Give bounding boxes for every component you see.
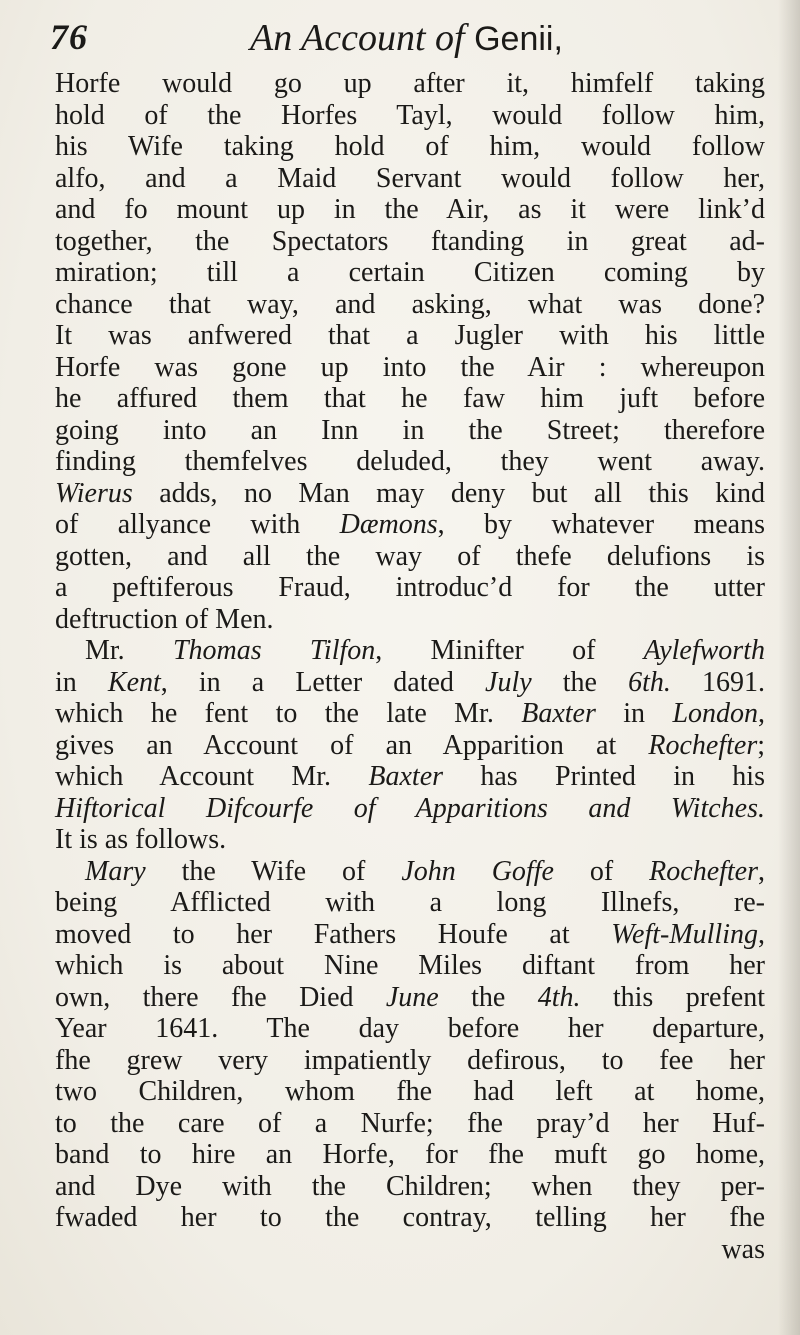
italic-text: Rochefter <box>648 729 758 761</box>
italic-text: July <box>485 666 532 698</box>
text-run: the Wife of <box>145 855 402 887</box>
text-line <box>55 1171 765 1203</box>
text-line <box>55 698 765 730</box>
text-run: fwaded her to the contray, telling her fhe <box>55 1202 765 1233</box>
text-run: together, the Spectators ftanding in great ad- <box>55 225 765 257</box>
italic-text: Thomas Tilfon <box>172 635 376 666</box>
text-line <box>55 887 765 919</box>
text-run: this prefent <box>580 981 765 1013</box>
text-run: in <box>595 698 673 729</box>
text-line <box>55 194 765 226</box>
italic-text: Hiftorical Difcourfe of Apparitions and Witches. <box>55 792 765 824</box>
italic-text: Baxter <box>521 698 596 729</box>
text-line <box>55 1139 765 1171</box>
text-line <box>55 1108 765 1140</box>
page-number: 76 <box>50 17 88 57</box>
text-run: band to hire an Horfe, for fhe muft go home, <box>55 1139 765 1170</box>
text-line <box>55 509 765 541</box>
body-text <box>55 68 765 1265</box>
italic-text: Wierus <box>55 477 133 509</box>
catchword: was <box>721 1233 765 1265</box>
text-run: the <box>438 981 538 1013</box>
text-run: ; <box>757 729 765 761</box>
text-line <box>55 793 765 825</box>
text-run: the <box>531 666 629 698</box>
text-line <box>55 383 765 415</box>
text-run: in <box>55 666 108 698</box>
text-run: has Printed in his <box>443 761 765 792</box>
text-run: , by whatever means <box>437 509 765 540</box>
text-run: which Account Mr. <box>55 761 369 792</box>
text-line <box>55 320 765 352</box>
italic-text: London <box>672 698 759 729</box>
text-run: moved to her Fathers Houfe at <box>55 918 612 950</box>
text-run: deftruction of Men. <box>55 603 274 635</box>
text-run: Mr. <box>85 635 173 666</box>
text-line <box>55 1076 765 1108</box>
text-line <box>55 68 765 100</box>
text-run: to the care of a Nurfe; fhe pray’d her Huf- <box>55 1107 765 1139</box>
text-run: Horfe would go up after it, himfelf taking <box>55 68 765 99</box>
text-run: fhe grew very impatiently defirous, to fee her <box>55 1044 765 1076</box>
text-run: being Afflicted with a long Illnefs, re- <box>55 887 765 918</box>
text-run: adds, no Man may deny but all this kind <box>132 477 765 509</box>
text-line <box>55 415 765 447</box>
italic-text: Mary <box>85 855 146 887</box>
italic-text: Weft-Mulling <box>611 918 758 950</box>
text-line <box>55 257 765 289</box>
text-line <box>55 289 765 321</box>
running-title <box>250 16 563 60</box>
text-run: 1691. <box>670 666 766 698</box>
text-line <box>55 761 765 793</box>
text-run: gotten, and all the way of thefe delufions is <box>55 540 765 572</box>
text-line <box>55 131 765 163</box>
italic-text: Dæmons <box>339 509 438 540</box>
text-line <box>55 163 765 195</box>
text-line <box>55 1045 765 1077</box>
text-run: hold of the Horfes Tayl, would follow him, <box>55 99 765 131</box>
text-line <box>55 604 765 636</box>
text-line <box>55 100 765 132</box>
text-run: Horfe was gone up into the Air : whereupon <box>55 351 765 383</box>
text-run: alfo, and a Maid Servant would follow her, <box>55 162 765 194</box>
text-line <box>55 667 765 699</box>
text-run: and fo mount up in the Air, as it were link’d <box>55 194 765 225</box>
italic-text: Aylefworth <box>643 635 765 666</box>
text-run: of allyance with <box>55 509 340 540</box>
text-line <box>55 226 765 258</box>
text-line <box>55 1013 765 1045</box>
text-line <box>55 982 765 1014</box>
text-line <box>55 541 765 573</box>
italic-text: John Goffe <box>401 855 554 887</box>
text-line <box>55 1202 765 1234</box>
text-run: Year 1641. The day before her departure, <box>55 1013 765 1044</box>
text-run: , Minifter of <box>375 635 644 666</box>
text-run: he affured them that he faw him juft before <box>55 383 765 414</box>
text-line <box>55 950 765 982</box>
text-run: two Children, whom fhe had left at home, <box>55 1076 765 1107</box>
text-line <box>55 572 765 604</box>
text-run: of <box>553 855 650 887</box>
text-run: going into an Inn in the Street; therefore <box>55 414 765 446</box>
page-header <box>50 16 690 74</box>
text-run: which is about Nine Miles diftant from her <box>55 950 765 981</box>
italic-text: Baxter <box>368 761 444 792</box>
running-title-italic: An Account of <box>250 17 465 59</box>
text-run: It is as follows. <box>55 824 227 855</box>
italic-text: 4th. <box>537 981 581 1013</box>
text-line <box>55 478 765 510</box>
text-run: , <box>758 698 766 729</box>
text-line <box>55 919 765 951</box>
italic-text: Kent <box>107 666 161 698</box>
page-edge-shadow <box>778 0 800 1335</box>
text-run: gives an Account of an Apparition at <box>55 729 649 761</box>
text-line <box>55 635 765 667</box>
italic-text: 6th. <box>628 666 671 698</box>
text-run: miration; till a certain Citizen coming by <box>55 257 765 288</box>
text-run: , <box>758 855 765 887</box>
italic-text: Rochefter <box>649 855 758 887</box>
text-run: which he fent to the late Mr. <box>55 698 522 729</box>
text-run: a peftiferous Fraud, introduc’d for the utter <box>55 572 765 603</box>
text-run: It was anfwered that a Jugler with his little <box>55 320 765 351</box>
text-line <box>55 824 765 856</box>
text-run: own, there fhe Died <box>55 981 386 1013</box>
italic-text: June <box>385 981 439 1013</box>
text-run: , in a Letter dated <box>160 666 486 698</box>
text-run: chance that way, and asking, what was done? <box>55 288 765 320</box>
running-title-upright: Genii, <box>474 20 563 58</box>
text-line <box>55 856 765 888</box>
text-line <box>55 446 765 478</box>
text-line <box>55 730 765 762</box>
text-run: and Dye with the Children; when they per- <box>55 1170 765 1202</box>
text-run: , <box>758 918 765 950</box>
text-run: finding themfelves deluded, they went away. <box>55 446 765 477</box>
text-run: his Wife taking hold of him, would follow <box>55 131 765 162</box>
text-line <box>55 352 765 384</box>
